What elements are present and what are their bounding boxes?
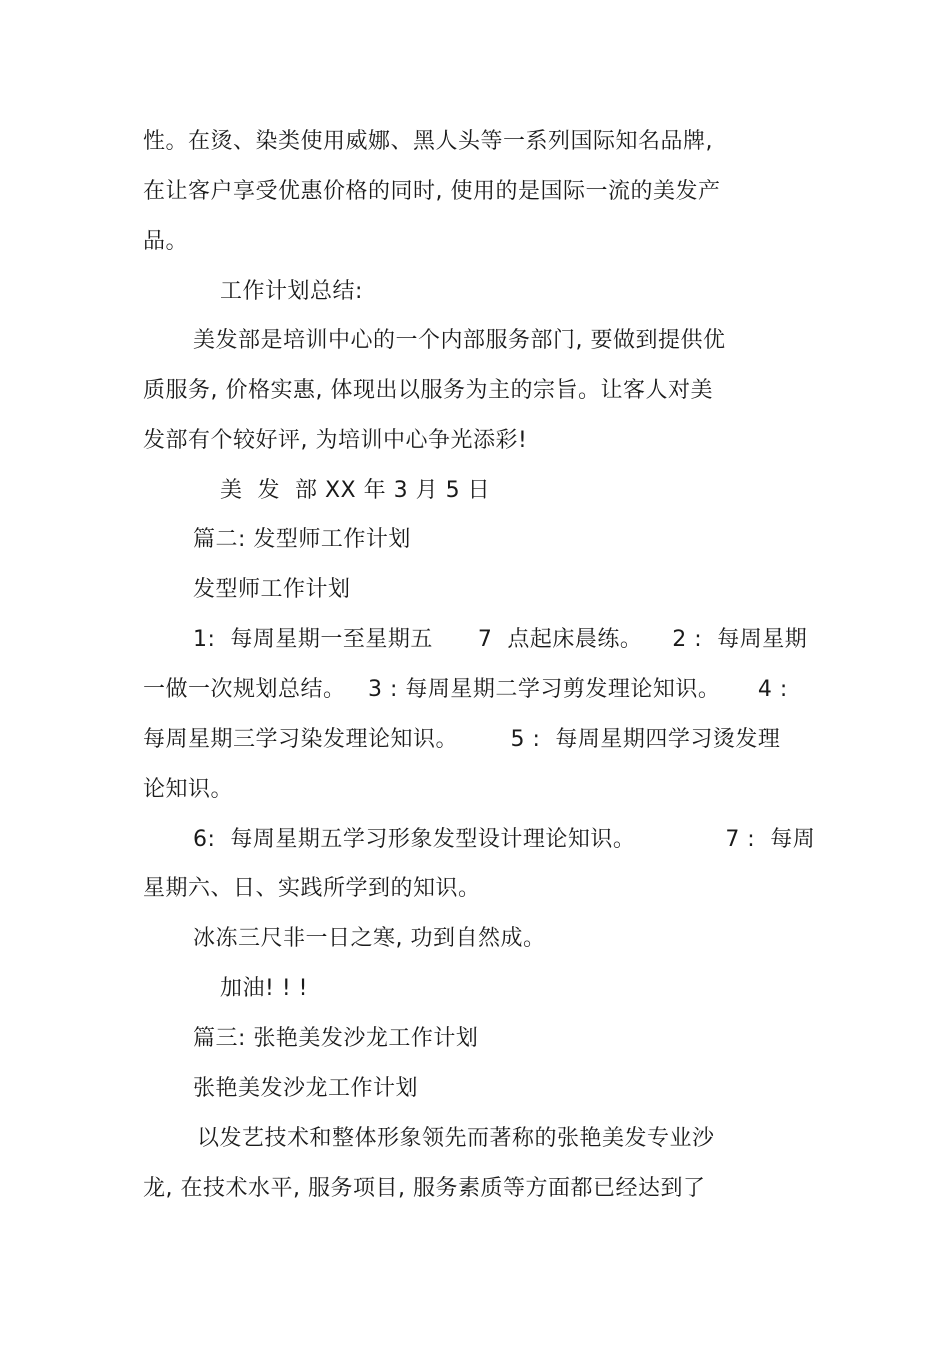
text-line: 冰冻三尺非一日之寒, 功到自然成。 <box>193 926 546 951</box>
section-heading: 篇二: 发型师工作计划 <box>193 527 411 552</box>
text-line: 性。在烫、染类使用威娜、黑人头等一系列国际知名品牌, <box>143 129 713 154</box>
signature-date: 美 发 部 XX 年 3 月 5 日 <box>220 478 491 503</box>
section-heading: 工作计划总结: <box>220 279 363 304</box>
text-line: 每周星期三学习染发理论知识。 5 : 每周星期四学习烫发理 <box>143 727 781 752</box>
text-line: 质服务, 价格实惠, 体现出以服务为主的宗旨。让客人对美 <box>143 378 713 403</box>
section-heading: 篇三: 张艳美发沙龙工作计划 <box>193 1026 479 1051</box>
text-line: 一做一次规划总结。 3 : 每周星期二学习剪发理论知识。 4 : <box>143 677 788 702</box>
section-title: 张艳美发沙龙工作计划 <box>193 1076 419 1101</box>
text-line: 美发部是培训中心的一个内部服务部门, 要做到提供优 <box>193 328 726 353</box>
text-line: 星期六、日、实践所学到的知识。 <box>143 876 481 901</box>
text-line: 1: 每周星期一至星期五 7 点起床晨练。 2 : 每周星期 <box>193 627 808 652</box>
text-line: 论知识。 <box>143 777 234 802</box>
text-line: 加油! ! ! <box>220 976 308 1001</box>
text-line: 6: 每周星期五学习形象发型设计理论知识。 7 : 每周 <box>193 827 816 852</box>
text-line: 以发艺技术和整体形象领先而著称的张艳美发专业沙 <box>197 1126 715 1151</box>
text-line: 在让客户享受优惠价格的同时, 使用的是国际一流的美发产 <box>143 179 721 204</box>
text-line: 品。 <box>143 229 189 254</box>
text-line: 龙, 在技术水平, 服务项目, 服务素质等方面都已经达到了 <box>143 1176 706 1201</box>
text-line: 发部有个较好评, 为培训中心争光添彩! <box>143 428 528 453</box>
section-title: 发型师工作计划 <box>193 577 351 602</box>
